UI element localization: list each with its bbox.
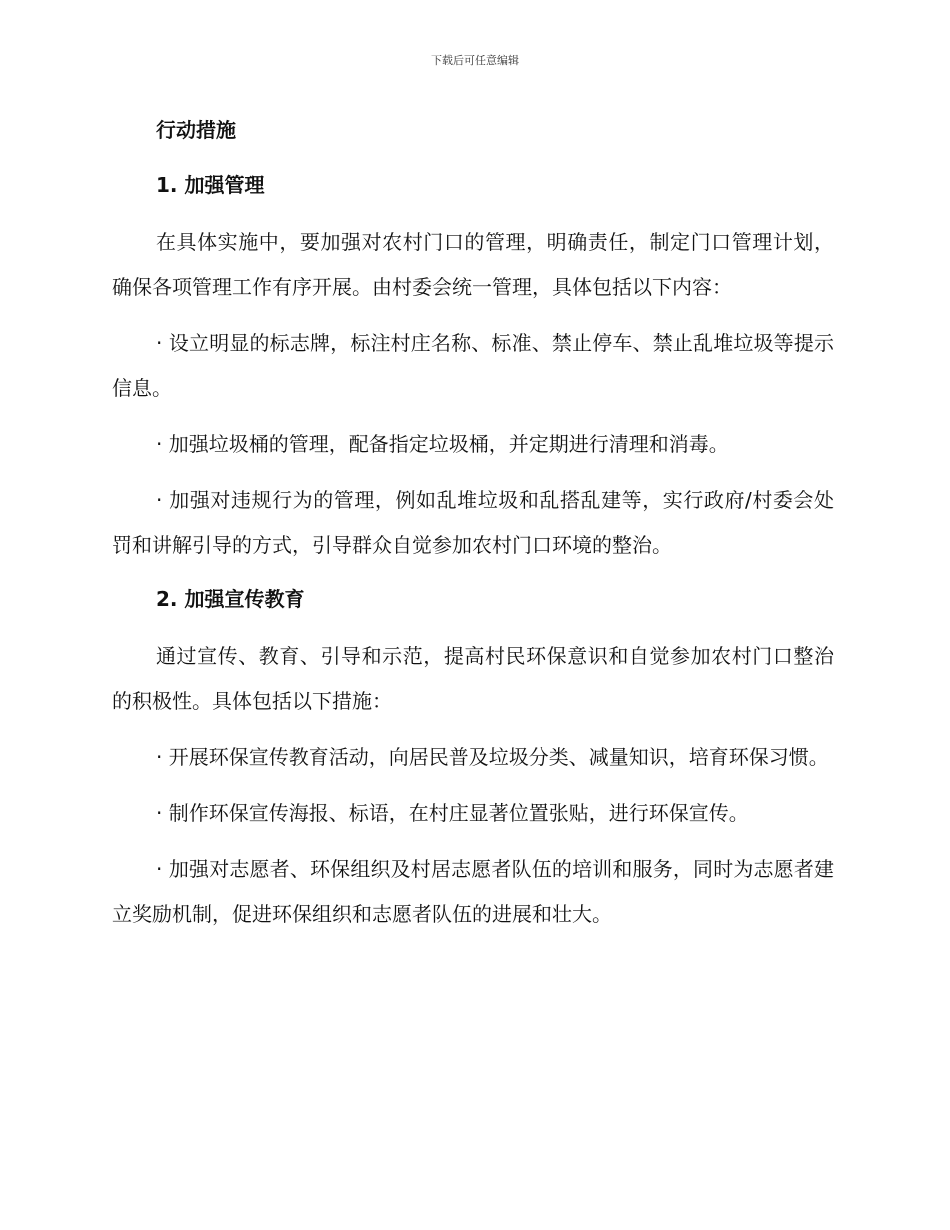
section-2-bullet-1: · 开展环保宣传教育活动，向居民普及垃圾分类、减量知识，培育环保习惯。 (156, 745, 829, 769)
section-2-bullet-3: · 加强对志愿者、环保组织及村居志愿者队伍的培训和服务，同时为志愿者建立奖励机制，促进环保组织和志愿者队伍的进展和壮大。 (112, 857, 834, 926)
section-1-bullet-3: · 加强对违规行为的管理，例如乱堆垃圾和乱搭乱建等，实行政府/村委会处罚和讲解引导的方式，引导群众自觉参加农村门口环境的整治。 (112, 488, 834, 557)
section-1-intro: 在具体实施中，要加强对农村门口的管理，明确责任，制定门口管理计划，确保各项管理工作有序开展。由村委会统一管理，具体包括以下内容： (112, 230, 834, 299)
page-header: 下载后可任意编辑 (431, 54, 519, 67)
section-2-bullet-2: · 制作环保宣传海报、标语，在村庄显著位置张贴，进行环保宣传。 (156, 801, 749, 825)
section-1-bullet-1: · 设立明显的标志牌，标注村庄名称、标准、禁止停车、禁止乱堆垃圾等提示信息。 (112, 331, 834, 400)
section-1-heading: 1. 加强管理 (156, 173, 265, 197)
section-2-intro: 通过宣传、教育、引导和示范，提高村民环保意识和自觉参加农村门口整治的积极性。具体包括以下措施： (112, 644, 834, 713)
document-body (112, 110, 834, 948)
section-2-heading: 2. 加强宣传教育 (156, 587, 305, 611)
section-1-bullet-2: · 加强垃圾桶的管理，配备指定垃圾桶，并定期进行清理和消毒。 (156, 432, 729, 456)
document-title: 行动措施 (156, 118, 236, 142)
